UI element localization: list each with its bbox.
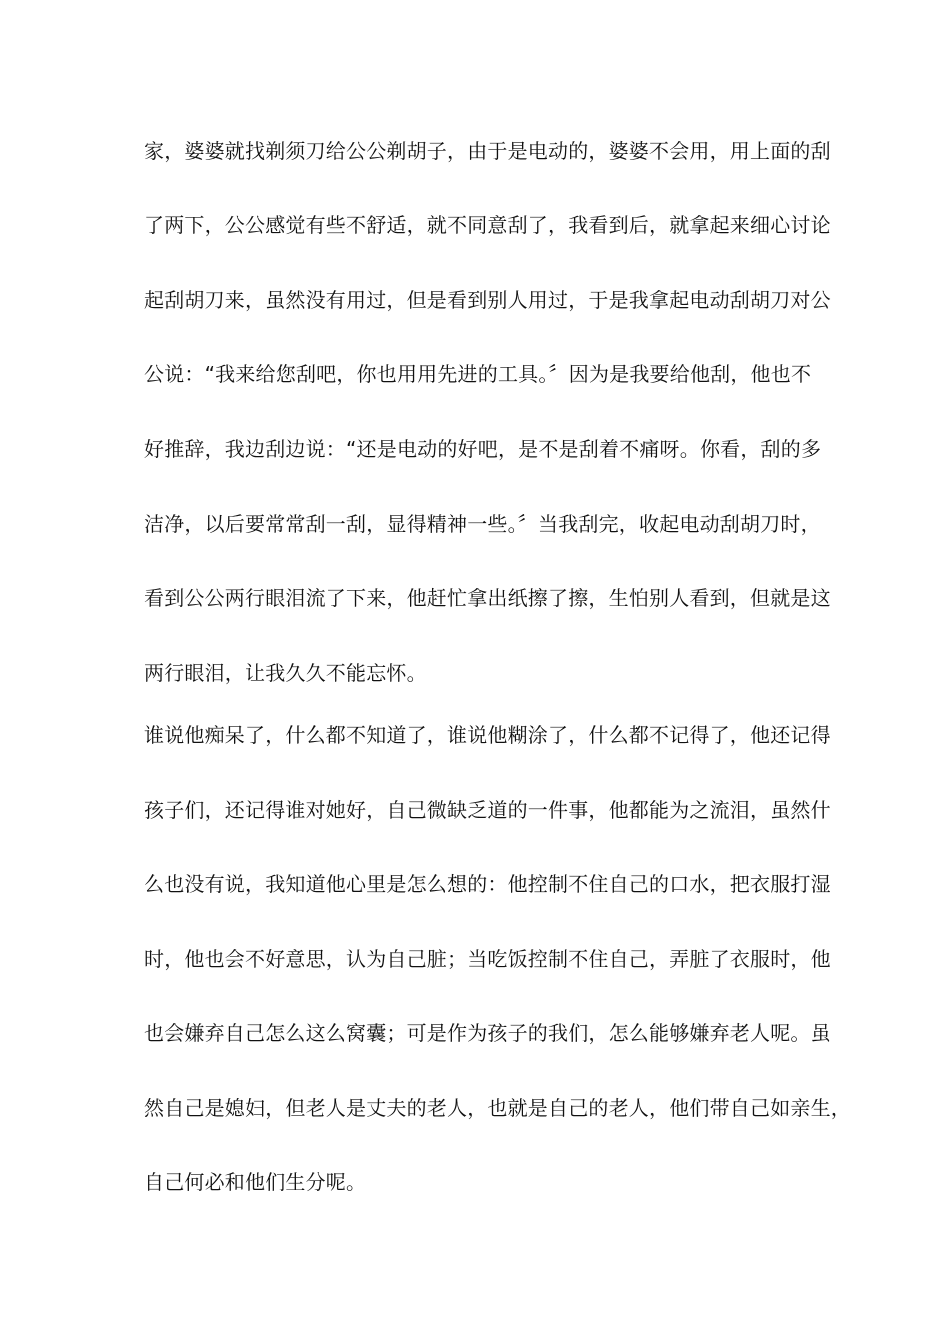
text-line: 洁净，以后要常常刮一刮，显得精神一些。〞当我刮完，收起电动刮胡刀时， — [144, 512, 821, 536]
text-line: 时，他也会不好意思，认为自己脏；当吃饭控制不住自己，弄脏了衣服时，他 — [144, 947, 831, 971]
text-line: 了两下，公公感觉有些不舒适，就不同意刮了，我看到后，就拿起来细心讨论 — [144, 213, 831, 237]
text-line: 公说：“我来给您刮吧，你也用用先进的工具。〞因为是我要给他刮，他也不 — [144, 362, 812, 386]
text-line: 好推辞，我边刮边说：“还是电动的好吧，是不是刮着不痛呀。你看，刮的多 — [144, 437, 822, 461]
text-line: 起刮胡刀来，虽然没有用过，但是看到别人用过，于是我拿起电动刮胡刀对公 — [144, 288, 831, 312]
text-line: 然自己是媳妇，但老人是丈夫的老人，也就是自己的老人，他们带自己如亲生， — [144, 1096, 851, 1120]
text-line: 谁说他痴呆了，什么都不知道了，谁说他糊涂了，什么都不记得了，他还记得 — [144, 723, 831, 747]
text-line: 家，婆婆就找剃须刀给公公剃胡子，由于是电动的，婆婆不会用，用上面的刮 — [144, 139, 831, 163]
text-line: 看到公公两行眼泪流了下来，他赶忙拿出纸擦了擦，生怕别人看到，但就是这 — [144, 586, 831, 610]
text-line: 自己何必和他们生分呢。 — [144, 1170, 367, 1194]
text-line: 也会嫌弃自己怎么这么窝囊；可是作为孩子的我们，怎么能够嫌弃老人呢。虽 — [144, 1021, 831, 1045]
text-line: 孩子们，还记得谁对她好，自己微缺乏道的一件事，他都能为之流泪，虽然什 — [144, 798, 831, 822]
text-line: 么也没有说，我知道他心里是怎么想的：他控制不住自己的口水，把衣服打湿 — [144, 872, 831, 896]
text-line: 两行眼泪，让我久久不能忘怀。 — [144, 661, 427, 685]
